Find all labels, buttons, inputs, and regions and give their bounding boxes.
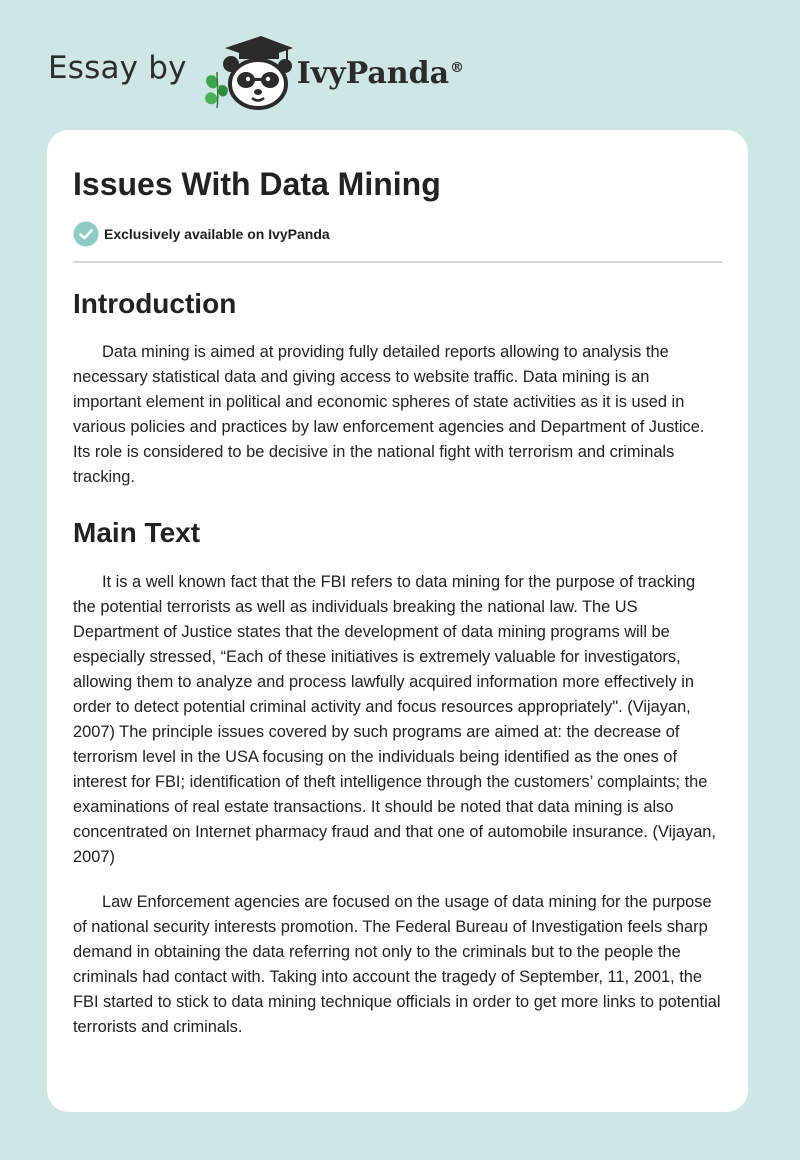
paragraph: It is a well known fact that the FBI refers to data mining for the purpose of tracking the potential terrorists as well as individuals breaking the national law. The US Department of Justice states that the development of data mining programs will be especially stressed, “Each of these initiatives is extremely valuable for investigators, allowing them to analyze and process lawfully acquired information more effectively in order to detect potential criminal activity and focus resources appropriately". (Vijayan, 2007) The principle issues covered by such programs are aimed at: the decrease of terrorism level in the USA focusing on the individuals being identified as the ones of interest for FBI; identification of theft intelligence through the customers’ complaints; the examinations of real estate transactions. It should be noted that data mining is also concentrated on Internet pharmacy fraud and that one of automobile insurance. (Vijayan, 2007): [73, 572, 716, 866]
registered-mark: ®: [450, 60, 465, 76]
section-introduction: [73, 287, 722, 491]
brand-header[interactable]: [48, 32, 464, 112]
panda-graduate-icon: [201, 32, 293, 112]
paragraph: Data mining is aimed at providing fully detailed reports allowing to analysis the necessary statistical data and giving access to website traffic. Data mining is an important element in political and economic spheres of state activities as it is used in various policies and practices by law enforcement agencies and Department of Justice. Its role is considered to be decisive in the national fight with terrorism and criminals tracking.: [73, 343, 705, 487]
exclusive-badge: [73, 221, 722, 247]
brand-prefix: Essay by: [48, 49, 187, 86]
paragraph: Law Enforcement agencies are focused on the usage of data mining for the purpose of national security interests promotion. The Federal Bureau of Investigation feels sharp demand in obtaining the data referring not only to the criminals but to the people the criminals had contact with. Taking into account the tragedy of September, 11, 2001, the FBI started to stick to data mining technique officials in order to get more links to potential terrorists and criminals.: [73, 892, 721, 1036]
check-circle-icon: [73, 221, 99, 247]
page-title: Issues With Data Mining: [73, 166, 441, 202]
section-main-text: [73, 516, 722, 1040]
title-divider: [73, 261, 722, 263]
brand-name-text: IvyPanda: [296, 56, 450, 91]
exclusive-badge-text: Exclusively available on IvyPanda: [104, 225, 330, 242]
section-heading: Main Text: [73, 517, 201, 549]
section-heading: Introduction: [73, 287, 237, 319]
brand-name: [296, 56, 465, 91]
essay-card: [47, 130, 748, 1112]
